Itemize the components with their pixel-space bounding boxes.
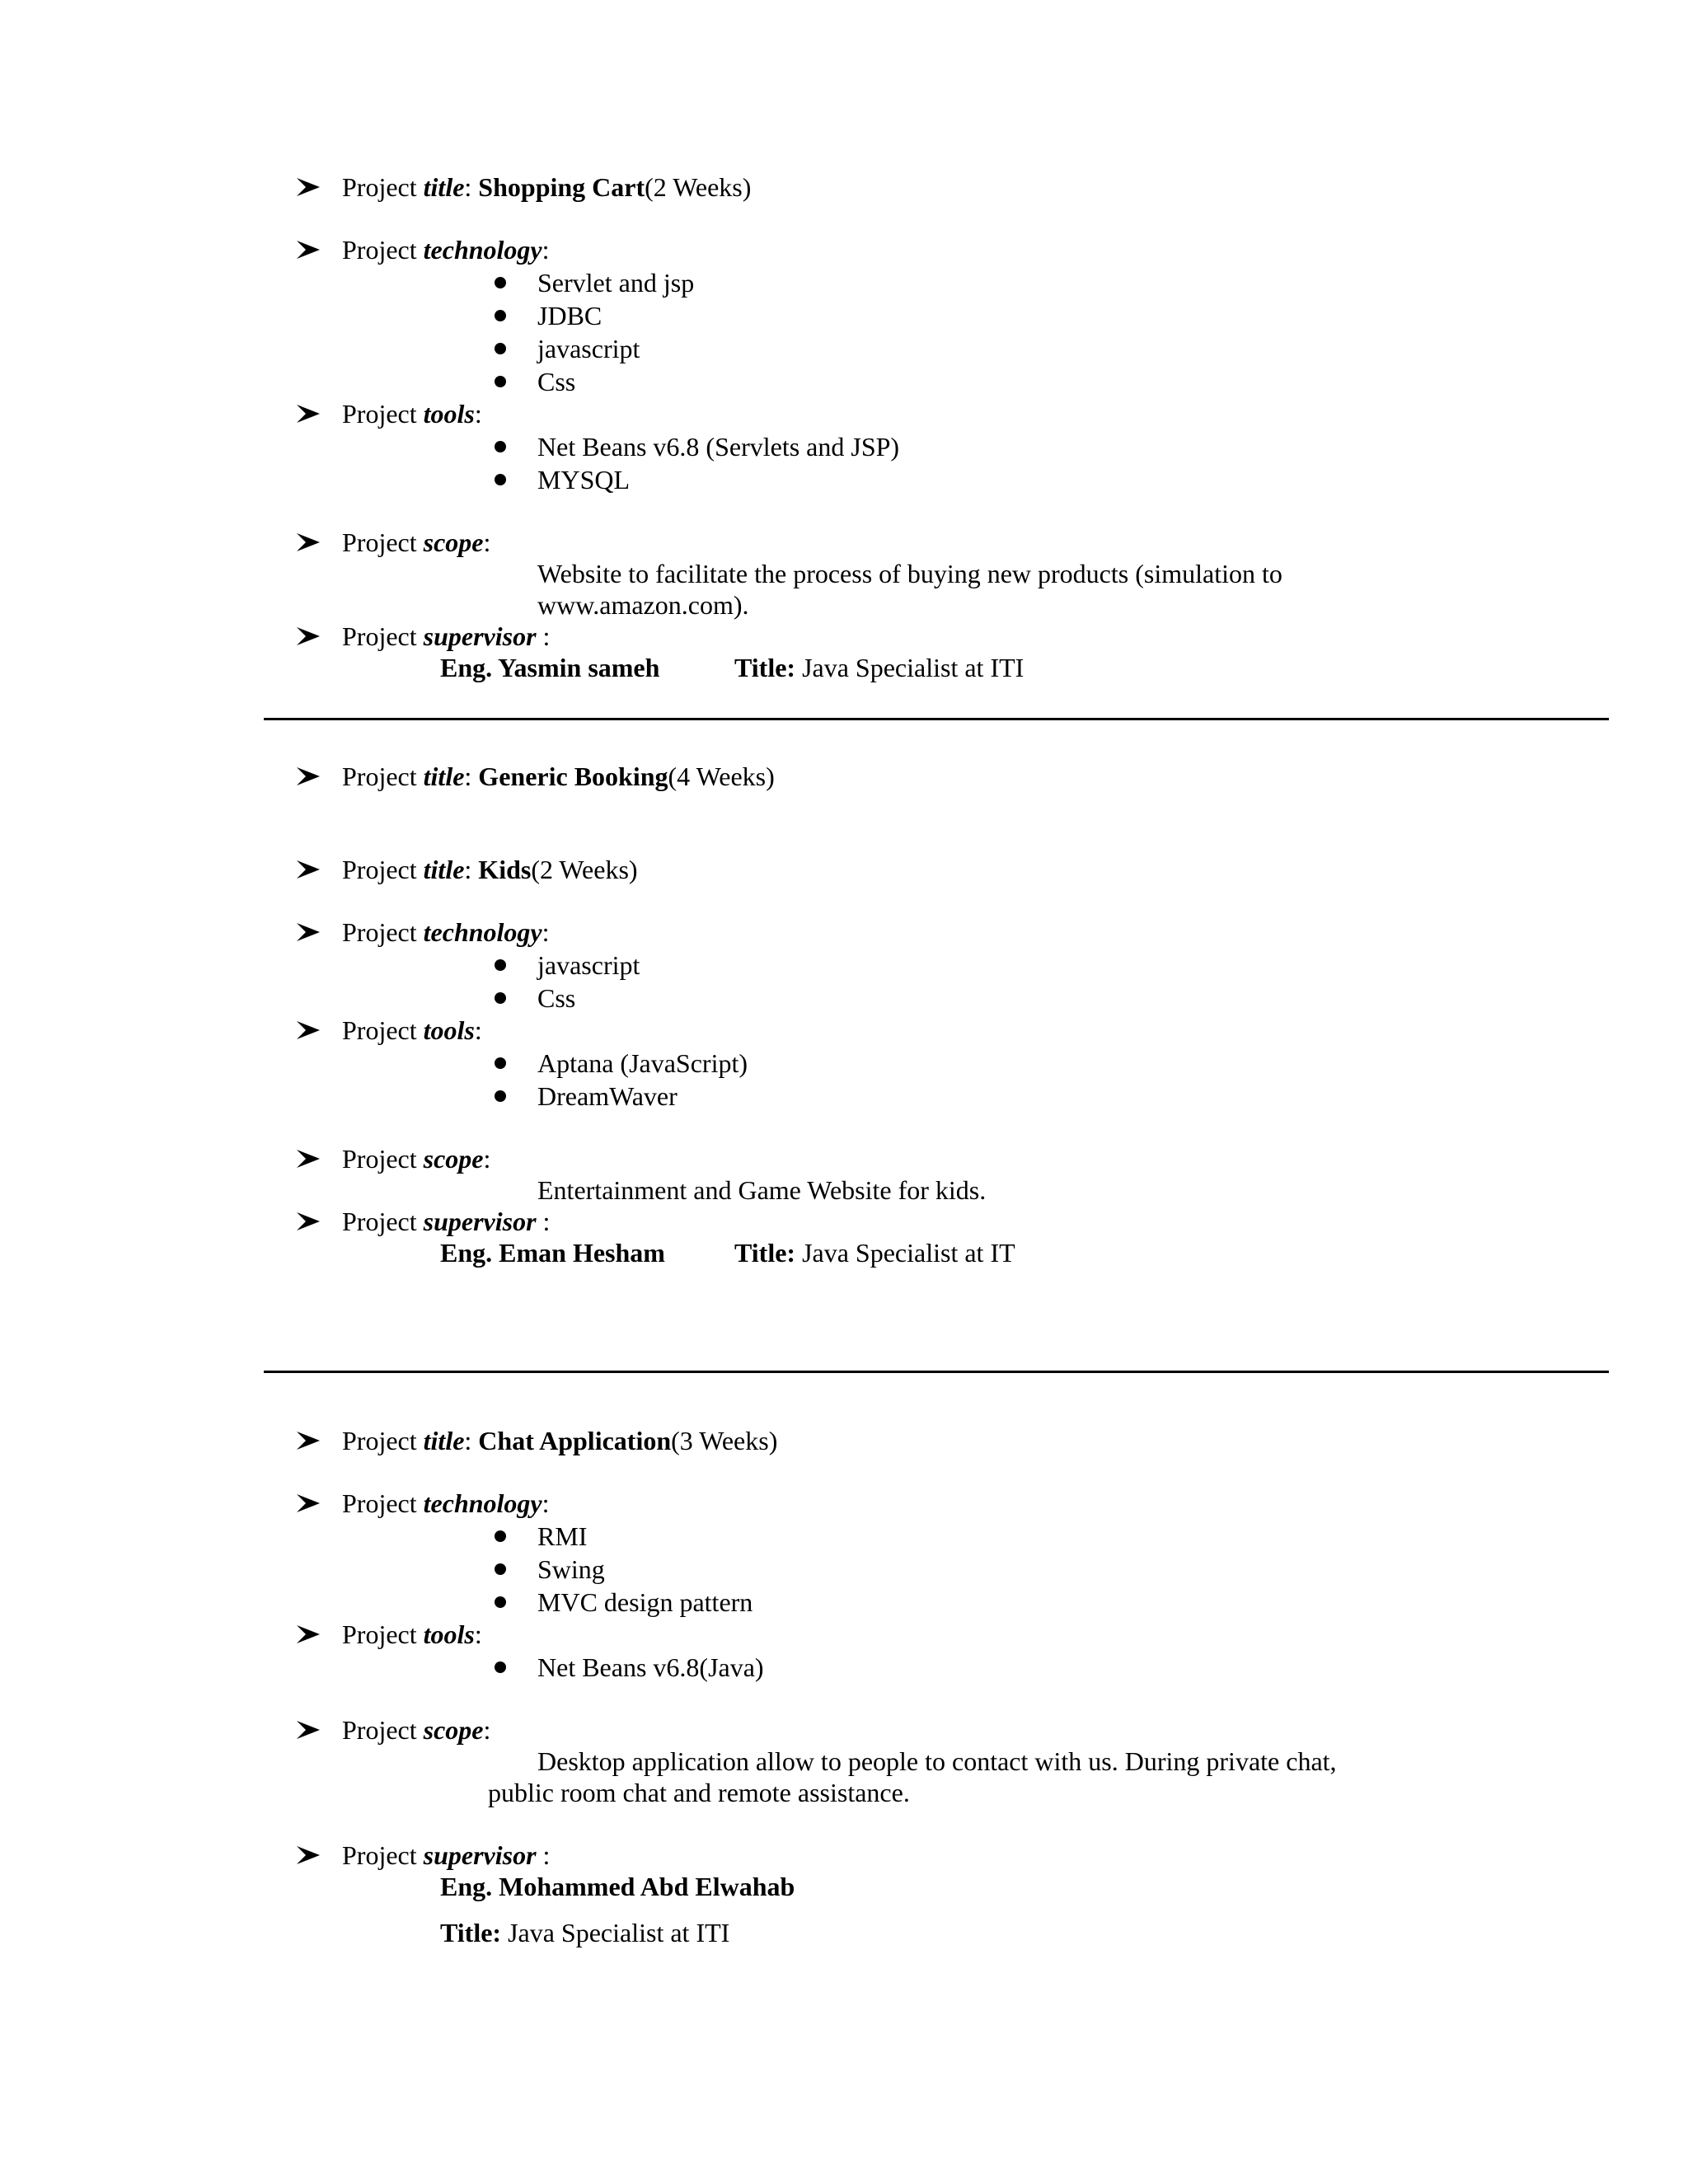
prefix-label: Project: [342, 917, 417, 947]
arrow-bullet-icon: [295, 397, 323, 430]
colon: :: [536, 1207, 551, 1236]
field-label: technology: [423, 235, 542, 265]
project-supervisor-heading: [342, 1839, 550, 1872]
section-divider: [264, 718, 1609, 720]
field-label: title: [423, 1426, 465, 1455]
prefix-label: Project: [342, 855, 417, 884]
field-label: supervisor: [423, 1840, 537, 1870]
arrow-bullet-icon: [295, 1618, 323, 1651]
prefix-label: Project: [342, 1015, 417, 1045]
project-technology-heading: [342, 1487, 550, 1520]
tool-item: DreamWaver: [537, 1081, 678, 1111]
bullet-dot-icon: [495, 441, 506, 452]
technology-item: Swing: [537, 1554, 605, 1584]
colon: :: [483, 527, 491, 557]
prefix-label: Project: [342, 1144, 417, 1174]
supervisor-title: [734, 1236, 1015, 1269]
project-name: Kids: [478, 855, 532, 884]
supervisor-name: Eng. Eman Hesham: [440, 1238, 665, 1268]
colon: :: [474, 399, 482, 429]
supervisor-name: Eng. Yasmin sameh: [440, 653, 660, 682]
arrow-bullet-icon: [295, 853, 323, 886]
technology-item: javascript: [537, 950, 640, 980]
prefix-label: Project: [342, 235, 417, 265]
project-tools-heading: [342, 397, 482, 430]
project-title-line: [342, 1424, 777, 1457]
project-scope-heading: [342, 1142, 490, 1175]
colon: :: [483, 1144, 491, 1174]
technology-item: JDBC: [537, 301, 603, 330]
arrow-bullet-icon: [295, 1487, 323, 1520]
supervisor-name: Eng. Mohammed Abd Elwahab: [440, 1872, 795, 1901]
prefix-label: Project: [342, 1840, 417, 1870]
bullet-dot-icon: [495, 1596, 506, 1608]
arrow-bullet-icon: [295, 1014, 323, 1047]
supervisor-title: [734, 651, 1024, 684]
colon: :: [536, 1840, 551, 1870]
bullet-dot-icon: [495, 959, 506, 971]
technology-item: Css: [537, 367, 576, 396]
project-title-line: [342, 853, 638, 886]
project-technology-heading: [342, 916, 550, 949]
project-tools-heading: [342, 1618, 482, 1651]
project-supervisor-heading: [342, 620, 550, 653]
technology-item: javascript: [537, 334, 640, 363]
technology-item: Servlet and jsp: [537, 268, 695, 298]
colon: :: [464, 172, 472, 202]
supervisor-title-value: Java Specialist at IT: [802, 1238, 1015, 1268]
arrow-bullet-icon: [295, 760, 323, 793]
project-name: Chat Application: [478, 1426, 672, 1455]
arrow-bullet-icon: [295, 1424, 323, 1457]
scope-text: www.amazon.com).: [537, 590, 749, 620]
technology-item: MVC design pattern: [537, 1587, 753, 1617]
project-technology-heading: [342, 233, 550, 266]
bullet-dot-icon: [495, 376, 506, 387]
project-duration: (2 Weeks): [531, 855, 638, 884]
bullet-dot-icon: [495, 277, 506, 288]
section-divider: [264, 1371, 1609, 1373]
bullet-dot-icon: [495, 1057, 506, 1069]
field-label: title: [423, 172, 465, 202]
colon: :: [464, 855, 472, 884]
bullet-dot-icon: [495, 1661, 506, 1673]
arrow-bullet-icon: [295, 171, 323, 204]
arrow-bullet-icon: [295, 1142, 323, 1175]
project-scope-heading: [342, 526, 490, 559]
tool-item: Net Beans v6.8 (Servlets and JSP): [537, 432, 900, 462]
tool-item: MYSQL: [537, 465, 631, 494]
project-scope-heading: [342, 1713, 490, 1746]
supervisor-title-value: Java Specialist at ITI: [508, 1918, 730, 1947]
scope-text: Entertainment and Game Website for kids.: [537, 1175, 987, 1205]
prefix-label: Project: [342, 527, 417, 557]
prefix-label: Project: [342, 1488, 417, 1518]
title-label: Title:: [440, 1918, 502, 1947]
colon: :: [474, 1015, 482, 1045]
project-duration: (4 Weeks): [668, 762, 775, 791]
colon: :: [464, 762, 472, 791]
field-label: technology: [423, 917, 542, 947]
project-duration: (3 Weeks): [671, 1426, 778, 1455]
title-label: Title:: [734, 653, 796, 682]
arrow-bullet-icon: [295, 1205, 323, 1238]
arrow-bullet-icon: [295, 1839, 323, 1872]
colon: :: [542, 917, 550, 947]
field-label: title: [423, 855, 465, 884]
field-label: technology: [423, 1488, 542, 1518]
colon: :: [542, 1488, 550, 1518]
technology-item: RMI: [537, 1521, 588, 1551]
field-label: scope: [423, 527, 484, 557]
field-label: scope: [423, 1715, 484, 1745]
bullet-dot-icon: [495, 1563, 506, 1575]
prefix-label: Project: [342, 1207, 417, 1236]
scope-text: public room chat and remote assistance.: [488, 1778, 910, 1807]
bullet-dot-icon: [495, 343, 506, 354]
scope-text: Desktop application allow to people to contact with us. During private chat,: [537, 1746, 1337, 1776]
arrow-bullet-icon: [295, 526, 323, 559]
prefix-label: Project: [342, 1426, 417, 1455]
project-name: Generic Booking: [478, 762, 668, 791]
field-label: title: [423, 762, 465, 791]
prefix-label: Project: [342, 399, 417, 429]
technology-item: Css: [537, 983, 576, 1013]
project-duration: (2 Weeks): [645, 172, 752, 202]
arrow-bullet-icon: [295, 1713, 323, 1746]
field-label: tools: [423, 1619, 475, 1649]
project-supervisor-heading: [342, 1205, 550, 1238]
bullet-dot-icon: [495, 1090, 506, 1102]
field-label: tools: [423, 1015, 475, 1045]
prefix-label: Project: [342, 1715, 417, 1745]
colon: :: [536, 621, 551, 651]
field-label: tools: [423, 399, 475, 429]
arrow-bullet-icon: [295, 620, 323, 653]
bullet-dot-icon: [495, 992, 506, 1004]
tool-item: Net Beans v6.8(Java): [537, 1652, 764, 1682]
scope-text: Website to facilitate the process of buying new products (simulation to: [537, 559, 1282, 588]
project-title-line: [342, 171, 751, 204]
project-title-line: [342, 760, 775, 793]
supervisor-title-value: Java Specialist at ITI: [802, 653, 1025, 682]
field-label: supervisor: [423, 1207, 537, 1236]
bullet-dot-icon: [495, 474, 506, 485]
colon: :: [483, 1715, 491, 1745]
title-label: Title:: [734, 1238, 796, 1268]
colon: :: [542, 235, 550, 265]
bullet-dot-icon: [495, 1530, 506, 1542]
arrow-bullet-icon: [295, 233, 323, 266]
bullet-dot-icon: [495, 310, 506, 321]
arrow-bullet-icon: [295, 916, 323, 949]
field-label: scope: [423, 1144, 484, 1174]
project-name: Shopping Cart: [478, 172, 645, 202]
project-tools-heading: [342, 1014, 482, 1047]
prefix-label: Project: [342, 762, 417, 791]
field-label: supervisor: [423, 621, 537, 651]
colon: :: [464, 1426, 472, 1455]
tool-item: Aptana (JavaScript): [537, 1048, 748, 1078]
supervisor-title: [440, 1916, 729, 1949]
prefix-label: Project: [342, 172, 417, 202]
prefix-label: Project: [342, 621, 417, 651]
colon: :: [474, 1619, 482, 1649]
prefix-label: Project: [342, 1619, 417, 1649]
